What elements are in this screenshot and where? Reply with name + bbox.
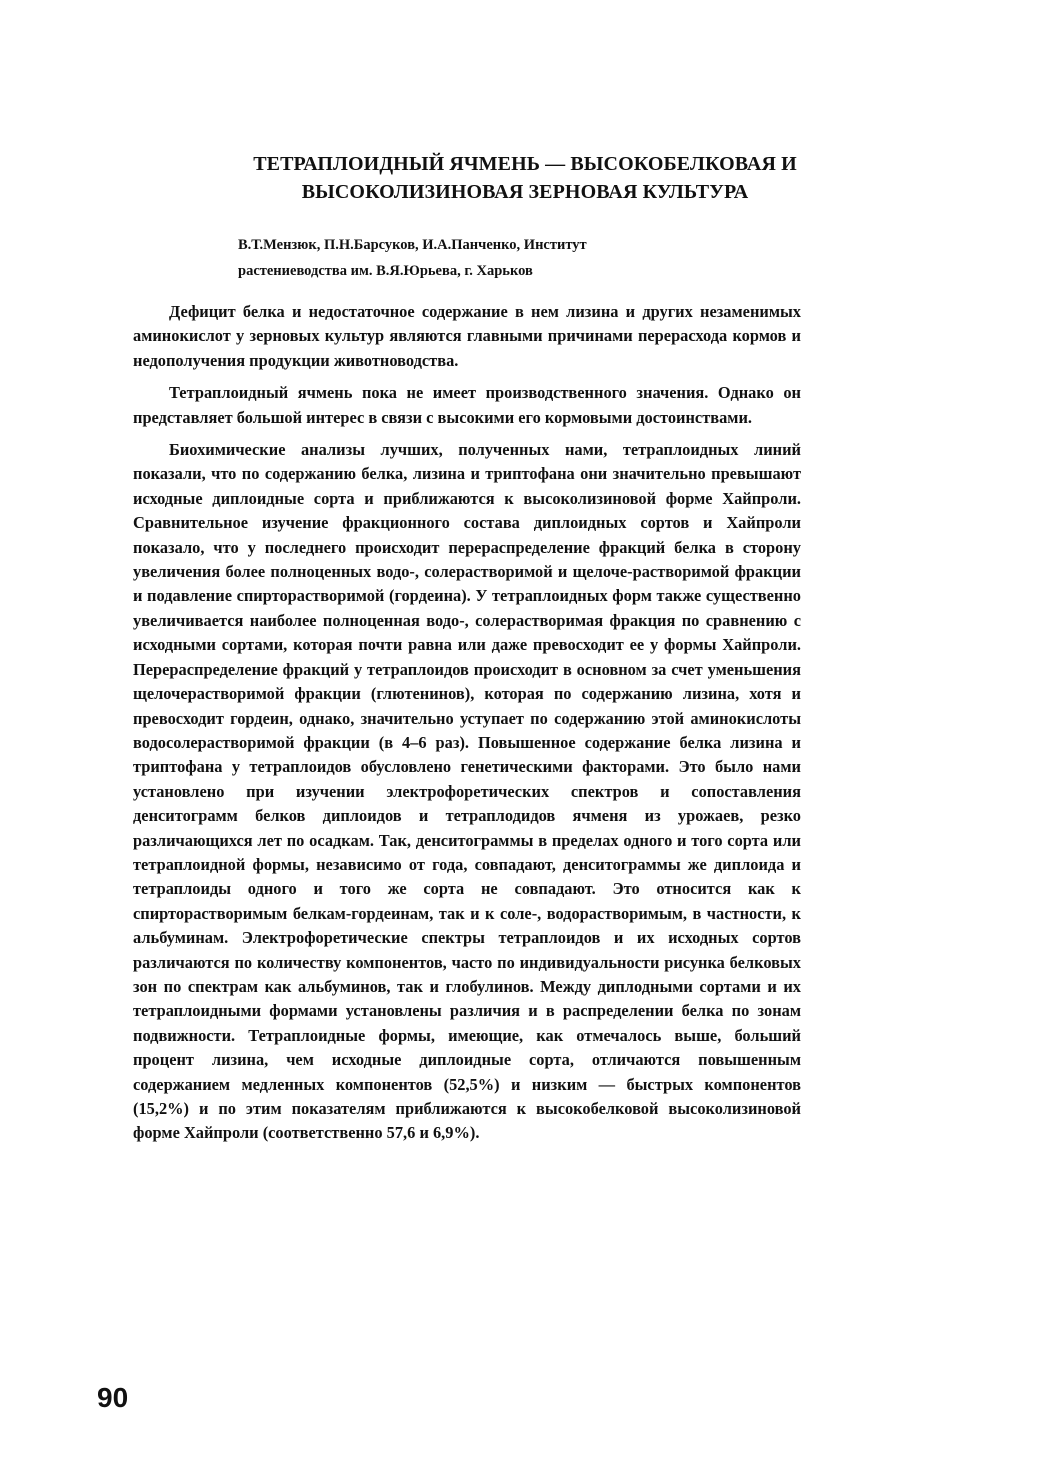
paragraph-1: Дефицит белка и недостаточное содержание в нем лизина и других незаменимых аминокислот у зерновых культур являются главными причинами перерасхода кормов и недополучения продукции животноводства.: [133, 302, 801, 370]
page-number: 90: [97, 1382, 129, 1413]
paragraph-2: Тетраплоидный ячмень пока не имеет производственного значения. Однако он представляет большой интерес в связи с высокими его кормовыми достоинствами.: [133, 383, 801, 427]
article-body: [133, 300, 801, 1154]
article-authors: В.Т.Мензюк, П.Н.Барсуков, И.А.Панченко, Институт растениеводства им. В.Я.Юрьева, г. Харьков: [238, 237, 587, 279]
article-title: ТЕТРАПЛОИДНЫЙ ЯЧМЕНЬ — ВЫСОКОБЕЛКОВАЯ И ВЫСОКОЛИЗИНОВАЯ ЗЕРНОВАЯ КУЛЬТУРА: [253, 153, 797, 203]
paragraph-3: Биохимические анализы лучших, полученных нами, тетраплоидных линий показали, что по содержанию белка, лизина и триптофана они значительно превышают исходные диплоидные сорта и приближаются к высоколизиновой форме Хайпроли. Сравнительное изучение фракционного состава диплоидных сортов и Хайпроли показало, что у последнего происходит перераспределение фракций белка в сторону увеличения более полноценных водо-, солерастворимой и щелоче-растворимой фракции и подавление спирторастворимой (гордеина). У тетраплоидных форм также существенно увеличивается наиболее полноценная водо-, солерастворимая фракция по сравнению с исходными сортами, которая почти равна или даже превосходит ее у формы Хайпроли. Перераспределение фракций у тетраплоидов происходит в основном за счет уменьшения щелочерастворимой фракции (глютенинов), которая по содержанию лизина, хотя и превосходит гордеин, однако, значительно уступает по содержанию этой аминокислоты водосолерастворимой фракции (в 4–6 раз). Повышенное содержание белка лизина и триптофана у тетраплоидов обусловлено генетическими факторами. Это было нами установлено при изучении электрофоретических спектров и сопоставления денситограмм белков диплоидов и тетраплодидов ячменя из урожаев, резко различающихся лет по осадкам. Так, денситограммы в пределах одного и того сорта или тетраплоидной формы, независимо от года, совпадают, денситограммы же диплоида и тетраплоиды одного и того же сорта не совпадают. Это относится как к спирторастворимым белкам-гордеинам, так и к соле-, водорастворимым, в частности, к альбуминам. Электрофоретические спектры тетраплоидов и их исходных сортов различаются по количеству компонентов, часто по индивидуальности рисунка белковых зон по спектрам как альбуминов, так и глобулинов. Между диплодными сортами и их тетраплоидными формами установлены различия и в распределении белка по зонам подвижности. Тетраплоидные формы, имеющие, как отмечалось выше, больший процент лизина, чем исходные диплоидные сорта, отличаются повышенным содержанием медленных компонентов (52,5%) и низким — быстрых компонентов (15,2%) и по этим показателям приближаются к высокобелковой высоколизиновой форме Хайпроли (соответственно 57,6 и 6,9%).: [133, 440, 801, 1143]
